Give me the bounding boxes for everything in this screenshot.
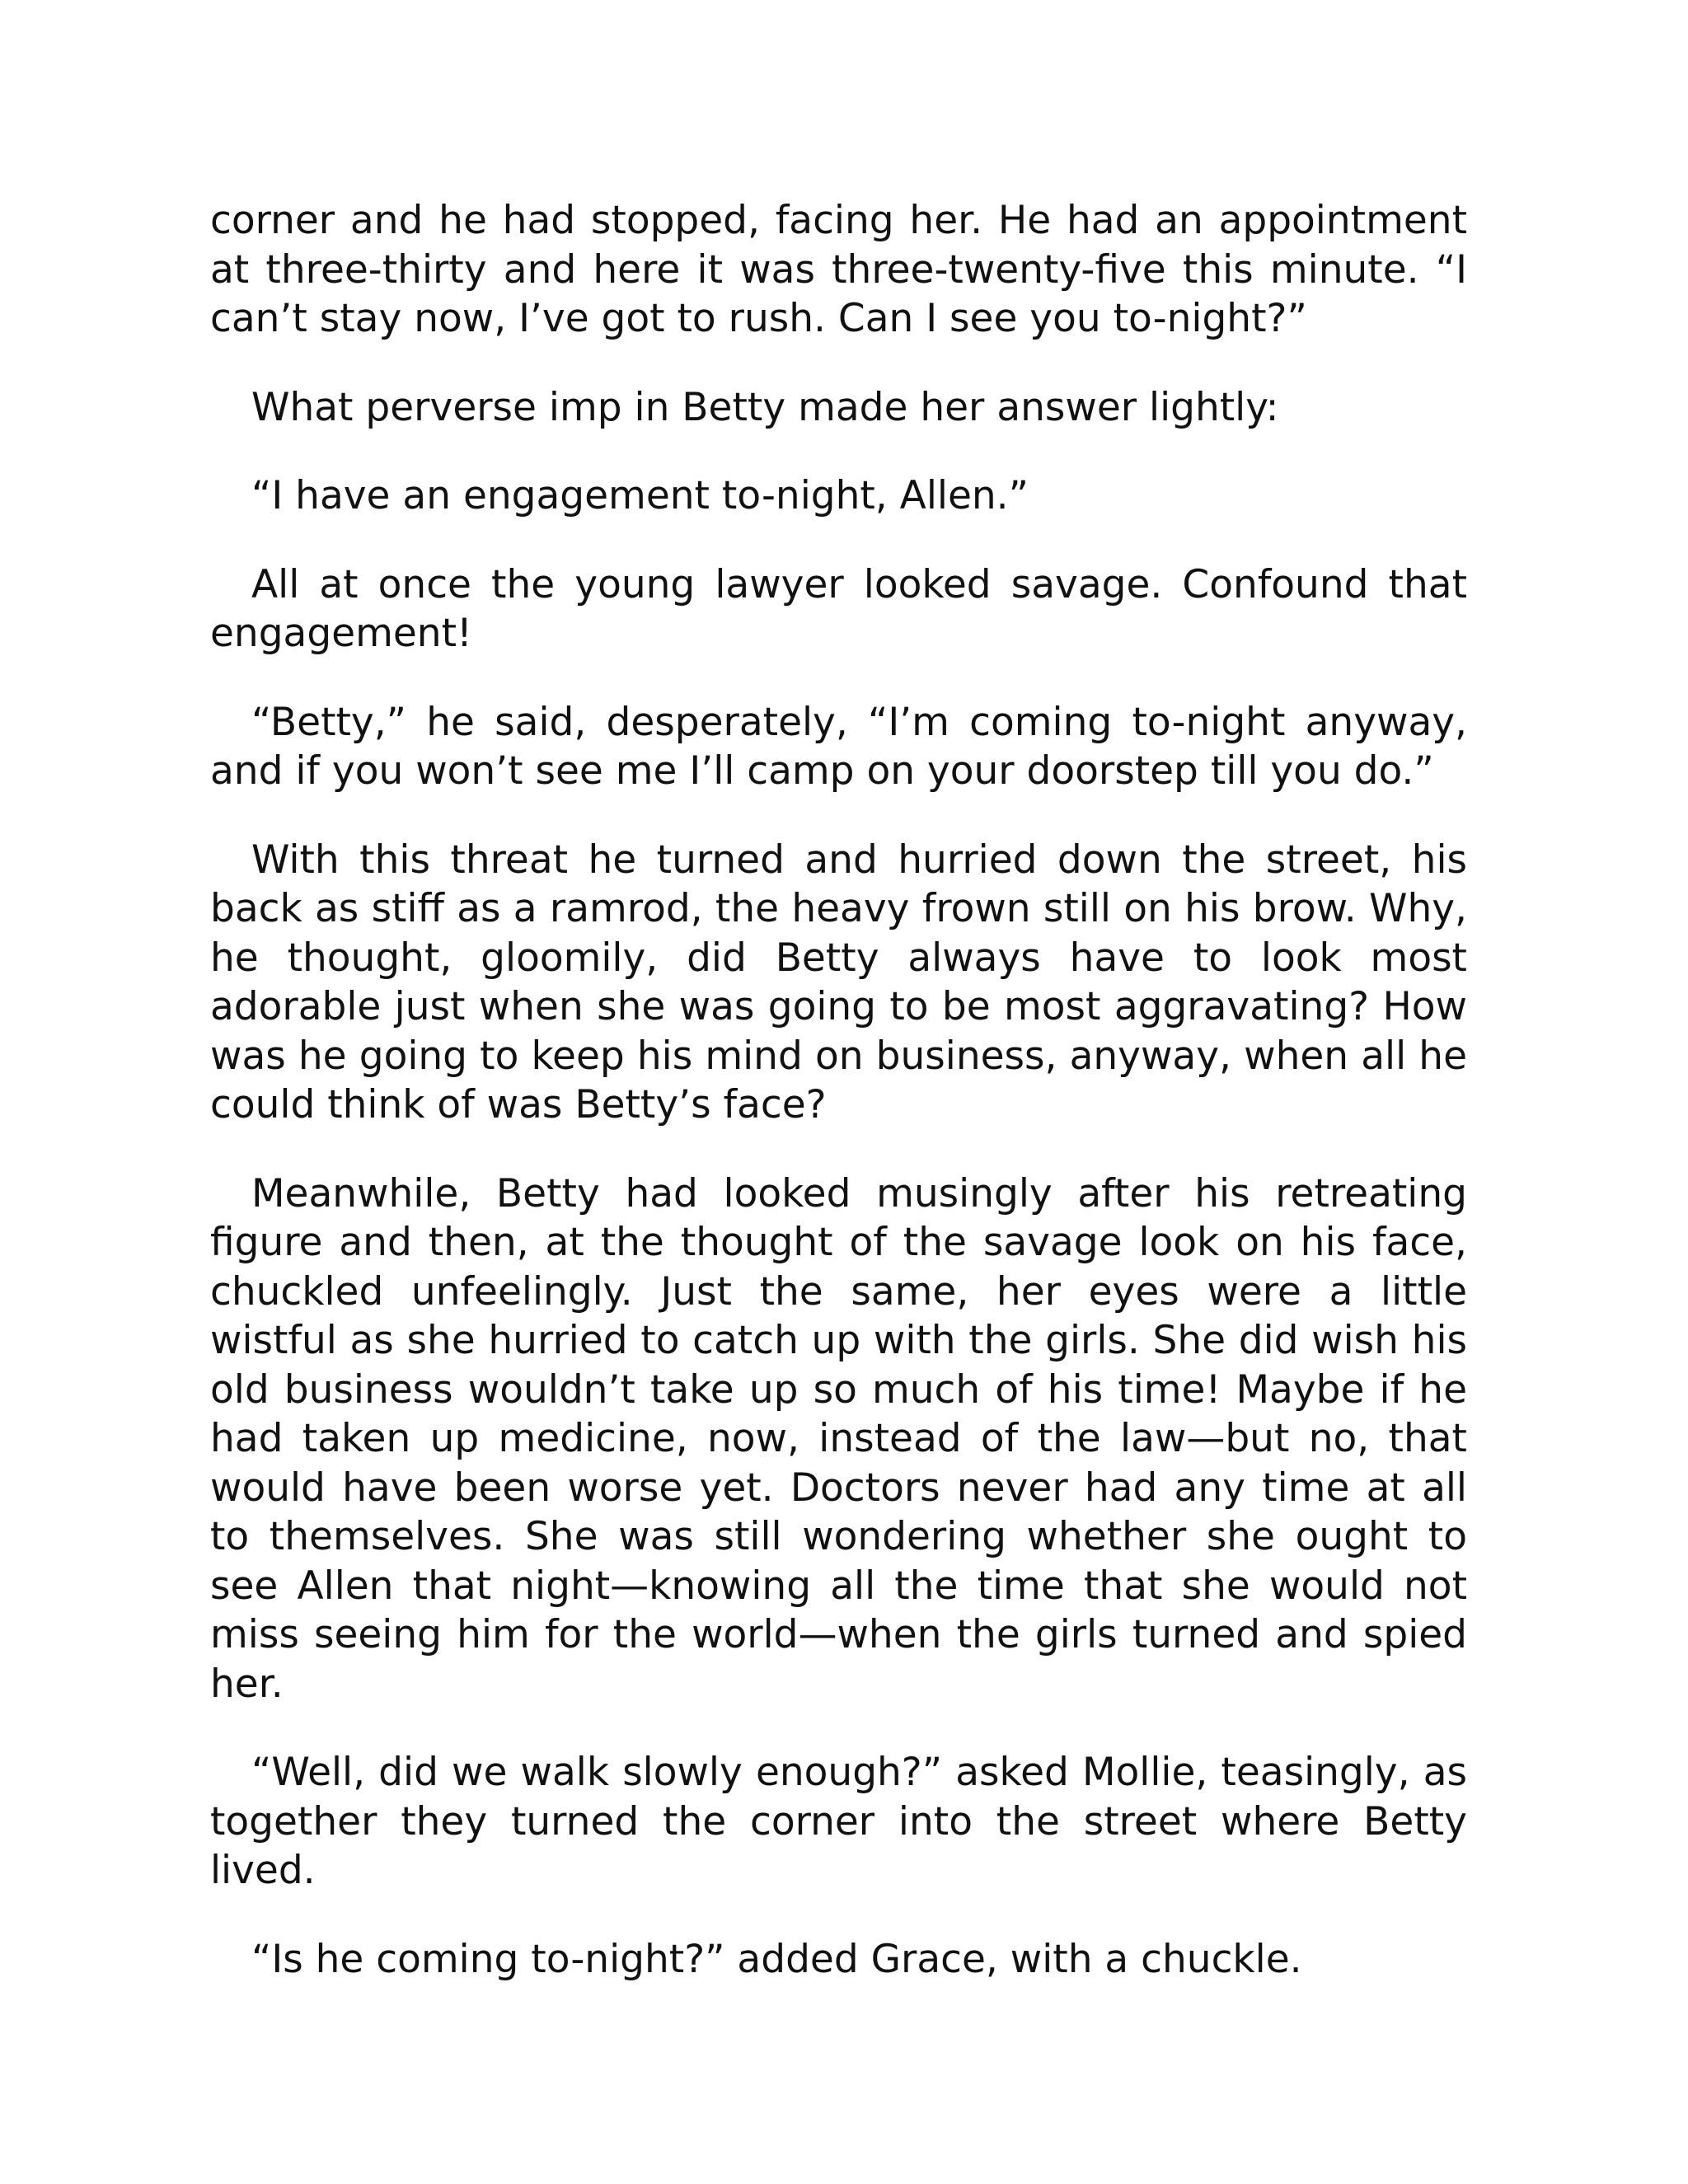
- paragraph-4: All at once the young lawyer looked savage. Confound that engagement!: [210, 561, 1467, 656]
- paragraph-7: Meanwhile, Betty had looked musingly after his retreating figure and then, at the thought of the savage look on his face, chuckled unfeelingly. Just the same, her eyes were a little wistful as she hurried to catch up with the girls. She did wish his old business wouldn’t take up so much of his time! Maybe if he had taken up medicine, now, instead of the law—but no, that would have been worse yet. Doctors never had any time at all to themselves. She was still wondering whether she ought to see Allen that night—knowing all the time that she would not miss seeing him for the world—when the girls turned and spied her.: [210, 1170, 1467, 1707]
- paragraph-1: corner and he had stopped, facing her. He had an appointment at three-thirty and here it was three-twenty-five this minute. “I can’t stay now, I’ve got to rush. Can I see you to-night?”: [210, 198, 1467, 341]
- paragraph-3: “I have an engagement to-night, Allen.”: [251, 473, 1029, 518]
- paragraph-6: With this threat he turned and hurried down the street, his back as stiff as a ramrod, the heavy frown still on his brow. Why, he thought, gloomily, did Betty always have to look most adorable just when she was going to be most aggravating? How was he going to keep his mind on business, anyway, when all he could think of was Betty’s face?: [210, 837, 1467, 1127]
- paragraph-8: “Well, did we walk slowly enough?” asked Mollie, teasingly, as together they turned the corner into the street where Betty lived.: [210, 1750, 1467, 1893]
- paragraph-5: “Betty,” he said, desperately, “I’m coming to-night anyway, and if you won’t see me I’ll camp on your doorstep till you do.”: [210, 699, 1467, 794]
- paragraph-2: What perverse imp in Betty made her answer lightly:: [251, 384, 1279, 430]
- paragraph-9: “Is he coming to-night?” added Grace, with a chuckle.: [251, 1936, 1302, 1982]
- book-page: [210, 196, 1467, 2023]
